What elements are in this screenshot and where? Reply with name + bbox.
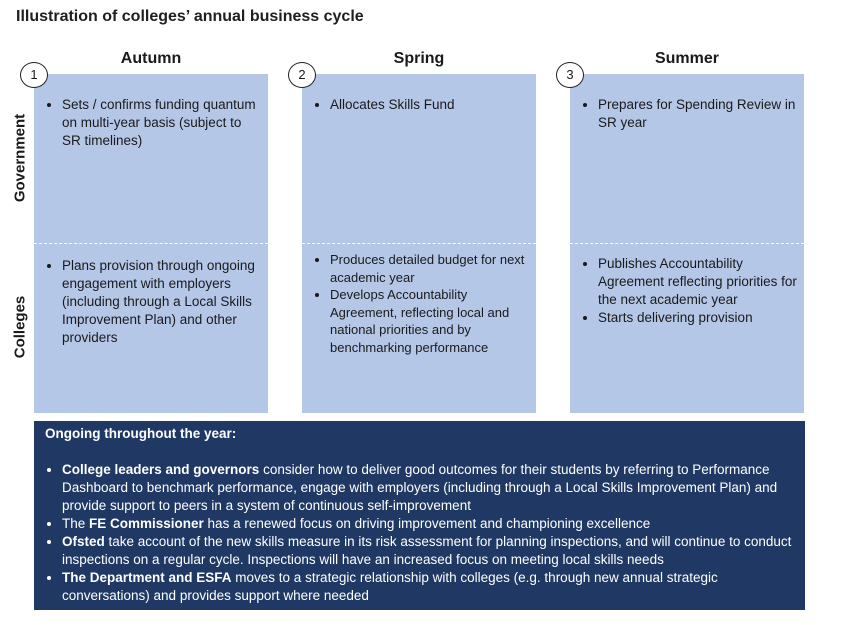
item-text: moves to a strategic relationship with colleges (e.g. through new annual strategic conversations) and provides support where needed (62, 570, 718, 603)
item-text: has a renewed focus on driving improvement and championing excellence (203, 516, 651, 531)
actor-name: The Department and ESFA (62, 570, 232, 585)
season-summer: Summer (654, 50, 720, 67)
list-item: • Prepares for Spending Review in SR year (598, 96, 798, 132)
diagram-title: Illustration of colleges’ annual business cycle (16, 8, 364, 25)
list-item: • Starts delivering provision (598, 309, 798, 327)
cell-spring-colleges (312, 251, 530, 356)
cell-autumn-government (44, 96, 262, 150)
item-text: consider how to deliver good outcomes for their students by referring to Performance Dashboard to benchmark performance, engage with employers (including through a Local Skills Improvement Plan) and provide support to peers in a system of continuous self-improvement (62, 462, 778, 513)
list-item (62, 515, 795, 533)
ongoing-panel (34, 421, 805, 610)
actor-name: FE Commissioner (89, 516, 204, 531)
item-text: take account of the new skills measure in its risk assessment for planning inspections, and will continue to conduct inspections on a regular cycle. Inspections will have an increased focus on meeting local skills needs (62, 534, 792, 567)
list-item: • Produces detailed budget for next academic year (330, 251, 530, 286)
cell-spring-government (312, 96, 530, 114)
list-item (62, 533, 795, 569)
cell-summer-colleges (580, 255, 798, 327)
season-autumn: Autumn (120, 50, 182, 67)
row-divider (302, 243, 536, 244)
actor-name: College leaders and governors (62, 462, 260, 477)
item-prefix: The (62, 516, 90, 531)
list-item: • Publishes Accountability Agreement reflecting priorities for the next academic year (598, 255, 798, 309)
list-item: • Plans provision through ongoing engagement with employers (including through a Local Skills Improvement Plan) and other providers (62, 257, 262, 347)
list-item (62, 569, 795, 605)
row-divider (34, 243, 268, 244)
column-summer (570, 74, 804, 413)
cell-summer-government (580, 96, 798, 132)
cell-autumn-colleges (44, 257, 262, 347)
step-badge-2: 2 (288, 62, 316, 88)
list-item (62, 461, 795, 515)
row-label-government: Government (11, 113, 29, 203)
list-item: • Sets / confirms funding quantum on multi-year basis (subject to SR timelines) (62, 96, 262, 150)
column-spring (302, 74, 536, 413)
list-item: • Allocates Skills Fund (330, 96, 530, 114)
column-autumn (34, 74, 268, 413)
step-badge-1: 1 (20, 62, 48, 88)
step-badge-3: 3 (556, 62, 584, 88)
list-item: • Develops Accountability Agreement, reflecting local and national priorities and by benchmarking performance (330, 286, 530, 356)
row-divider (570, 243, 804, 244)
actor-name: Ofsted (62, 534, 105, 549)
ongoing-heading: Ongoing throughout the year: (45, 426, 237, 441)
row-label-colleges: Colleges (11, 295, 29, 359)
season-spring: Spring (393, 50, 445, 67)
